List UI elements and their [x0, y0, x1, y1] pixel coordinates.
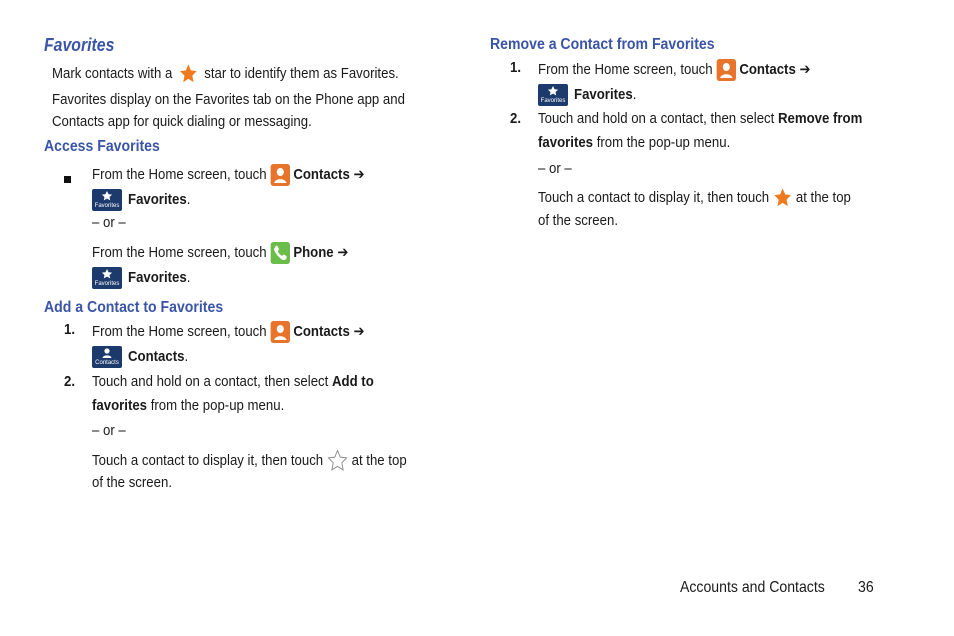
- step-number: 1.: [64, 321, 76, 338]
- favorites-tab-icon: Favorites: [92, 189, 122, 211]
- access-alt-favorites: Favorites Favorites.: [92, 267, 199, 289]
- remove-alt-step-cont: of the screen.: [538, 212, 618, 229]
- access-step: From the Home screen, touch Contacts ➔: [92, 164, 402, 186]
- add-alt-step: Touch a contact to display it, then touch at the top: [92, 449, 450, 473]
- remove-step-2: Touch and hold on a contact, then select Remove from: [538, 110, 863, 127]
- intro-paragraph-2: Favorites display on the Favorites tab on the Phone app and: [52, 91, 405, 108]
- intro-paragraph-2-cont: Contacts app for quick dialing or messaging.: [52, 113, 312, 130]
- star-outline-icon: [327, 449, 348, 473]
- add-step-2: Touch and hold on a contact, then select Add to: [92, 373, 374, 390]
- phone-app-icon: [270, 242, 289, 264]
- add-step-1-contacts: Contacts Contacts.: [92, 346, 197, 368]
- access-alt-step: From the Home screen, touch Phone ➔: [92, 242, 383, 264]
- footer-section: Accounts and Contacts: [680, 579, 825, 596]
- step-number: 1.: [510, 59, 522, 76]
- remove-alt-step: Touch a contact to display it, then touch at the top: [538, 187, 894, 209]
- intro-paragraph-1: Mark contacts with a star to identify them as Favorites.: [52, 63, 446, 85]
- access-step-favorites: Favorites Favorites.: [92, 189, 199, 211]
- remove-step-1-favorites: Favorites Favorites.: [538, 84, 645, 106]
- add-contact-heading: Add a Contact to Favorites: [44, 299, 224, 316]
- access-favorites-heading: Access Favorites: [44, 138, 160, 155]
- favorites-heading: Favorites: [44, 35, 115, 55]
- add-step-1: From the Home screen, touch Contacts ➔: [92, 321, 402, 343]
- or-separator: – or –: [92, 214, 126, 231]
- favorites-tab-icon: Favorites: [92, 267, 122, 289]
- star-filled-icon: [179, 63, 198, 85]
- step-number: 2.: [64, 373, 76, 390]
- remove-step-2-cont: favorites from the pop-up menu.: [538, 134, 731, 151]
- contacts-app-icon: [716, 59, 735, 81]
- contacts-app-icon: [270, 321, 289, 343]
- add-alt-step-cont: of the screen.: [92, 474, 172, 491]
- remove-contact-heading: Remove a Contact from Favorites: [490, 36, 715, 53]
- favorites-tab-icon: Favorites: [538, 84, 568, 106]
- bullet: [64, 170, 71, 187]
- page-number: 36: [858, 579, 874, 596]
- contacts-app-icon: [270, 164, 289, 186]
- step-number: 2.: [510, 110, 522, 127]
- star-filled-icon: [773, 187, 792, 209]
- or-separator: – or –: [92, 422, 126, 439]
- remove-step-1: From the Home screen, touch Contacts ➔: [538, 59, 848, 81]
- contacts-tab-icon: Contacts: [92, 346, 122, 368]
- or-separator: – or –: [538, 160, 572, 177]
- add-step-2-cont: favorites from the pop-up menu.: [92, 397, 285, 414]
